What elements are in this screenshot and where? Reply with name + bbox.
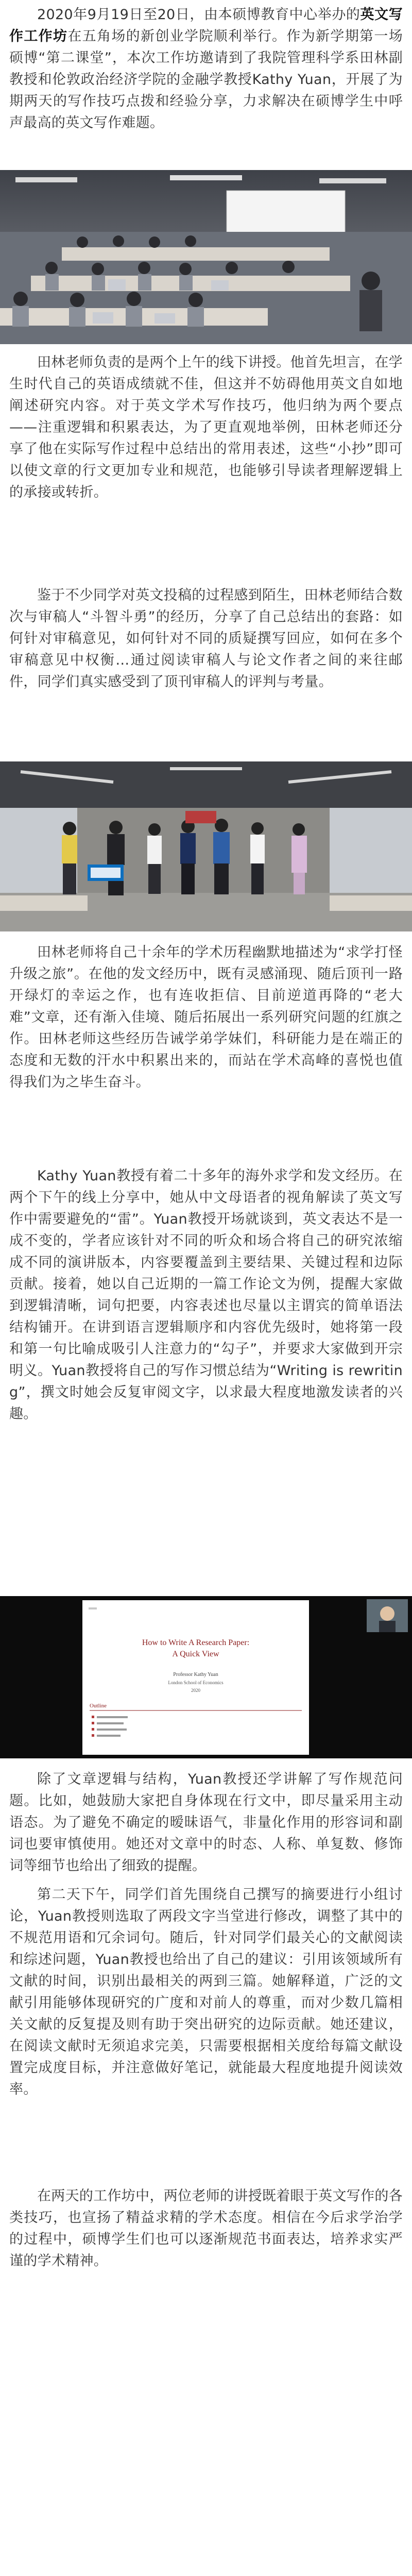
online-slide-screenshot [0,1596,412,1758]
kathy-intro-paragraph: Kathy Yuan教授有着二十多年的海外求学和发文经历。在两个下午的线上分享中，她从中文母语者的视角解读了英文写作中需要避免的“雷”。Yuan教授开场就谈到，英文表达不是一成不变的，学者应该针对不同的听众和场合将自己的研究浓缩成不同的演讲版本，内容要覆盖到主要结果、关键过程和边际贡献。接着，她以自己近期的一篇工作论文为例，提醒大家做到逻辑清晰，词句把要，内容表述也尽量以主谓宾的简单语法结构铺开。在讲到语言逻辑顺序和内容优先级时，她将第一段和第一句比喻成吸引人注意力的“勾子”，并要求大家做到开宗明义。Yuan教授将自己的写作习惯总结为“Writing is rewriting”，撰文时她会反复审阅文字，以求最大程度地激发读者的兴趣。 [9,1168,403,1422]
closing-paragraph: 在两天的工作坊中，两位老师的讲授既着眼于英文写作的各类技巧，也宣扬了精益求精的学术态度。相信在今后求学治学的过程中，硕博学生们也可以逐渐规范书面表达，培养求实严谨的学术精神。 [9,2188,403,2269]
intro-lead-text: 2020年9月19日至20日，由本硕博教育中心举办的 [37,7,360,23]
group-photo [0,761,412,931]
classroom-photo [0,170,412,344]
tian-intro-paragraph: 田林老师负责的是两个上午的线下讲授。他首先坦言，在学生时代自己的英语成绩就不佳，但这并不妨碍他用英文自如地阐述研究内容。对于英文学术写作技巧，他归纳为两个要点——注重逻辑和积累表达，为了更直观地举例，田林老师还分享了他在实际写作过程中总结出的常用表述，这些“小抄”即可以使文章的行文更加专业和规范，也能够引导读者理解逻辑上的承接或转折。 [9,354,403,500]
intro-rest-text: 在五角场的新创业学院顺利举行。作为新学期第一场硕博“第二课堂”，本次工作坊邀请到了我院管理科学系田林副教授和伦敦政治经济学院的金融学教授Kathy Yuan，开展了为期两天的写作技巧点拨和经验分享，力求解决在硕博学生中呼声最高的英文写作难题。 [9,28,403,131]
kathy-detail-paragraph: 除了文章逻辑与结构，Yuan教授还学讲解了写作规范问题。比如，她鼓励大家把自身体现在行文中，即尽量采用主动语态。为了避免不确定的暧昧语气，非量化作用的形容词和副词也要审慎使用。她还对文章中的时态、人称、单复数、修饰词等细节也给出了细致的提醒。 [9,1771,403,1874]
intro-paragraph [9,4,403,134]
afternoon-session-paragraph: 第二天下午，同学们首先围绕自己撰写的摘要进行小组讨论，Yuan教授则选取了两段文字当堂进行修改，调整了其中的不规范用语和冗余词句。随后，针对同学们最关心的文献阅读和综述问题，Yuan教授也给出了自己的建议：引用该领域所有文献的时间，识别出最相关的两到三篇。她解释道，广泛的文献引用能够体现研究的广度和对前人的尊重，而对少数几篇相关文献的反复提及则有助于突出研究的边际贡献。她还建议，在阅读文献时无须追求完美，只需要根据相关度给每篇文献设置完成度目标，并注意做好笔记，就能最大程度地提升阅读效率。 [9,1887,403,2097]
slide-outline-label: Outline [90,1703,107,1709]
workshop-name: 英文写作工作坊 [9,7,403,44]
tian-career-paragraph: 田林老师将自己十余年的学术历程幽默地描述为“求学打怪升级之旅”。在他的发文经历中，既有灵感涌现、随后顶刊一路开绿灯的幸运之作，也有连收拒信、目前逆道再降的“老大难”文章，还有渐入佳境、随后拓展出一系列研究问题的红旗之作。田林老师这些经历告诫学弟学妹们，科研能力是在端正的态度和无数的汗水中积累出来的，而站在学术高峰的喜悦也值得我们为之毕生奋斗。 [9,944,403,1090]
slide-title-line1: How to Write A Research Paper: [142,1638,250,1647]
slide-author: Professor Kathy Yuan [173,1672,218,1677]
slide-title-line2: A Quick View [172,1650,219,1658]
tian-review-paragraph: 鉴于不少同学对英文投稿的过程感到陌生，田林老师结合数次与审稿人“斗智斗勇”的经历，分享了自己总结出的套路：如何针对审稿意见，如何针对不同的质疑撰写回应，如何在多个审稿意见中权衡…通过阅读审稿人与论文作者之间的来往邮件，同学们真实感受到了顶刊审稿人的评判与考量。 [9,587,403,690]
slide-affiliation: London School of Economics [168,1680,224,1685]
slide-year: 2020 [191,1688,200,1693]
